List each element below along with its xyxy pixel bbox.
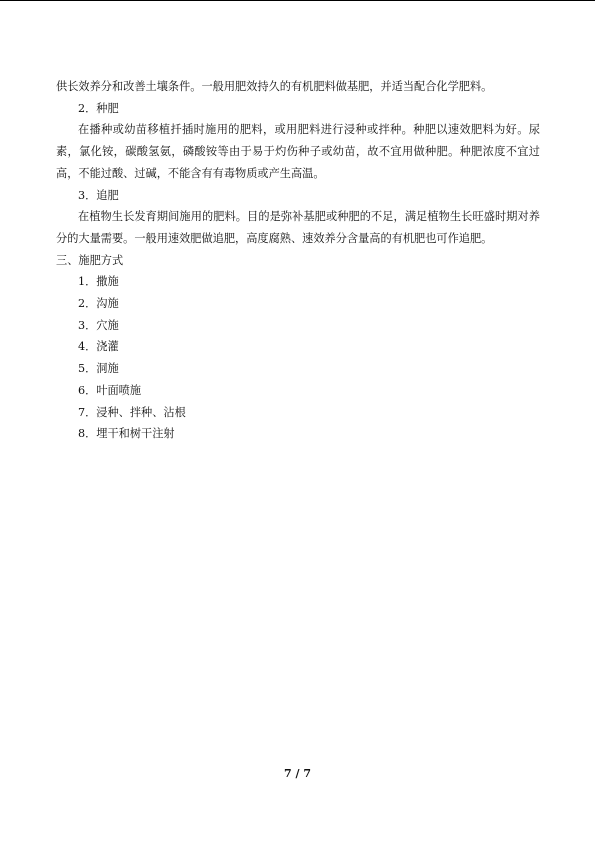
method-item: 2．沟施 xyxy=(78,297,119,311)
topdressing-heading: 3．追肥 xyxy=(78,188,119,202)
page-number: 7 / 7 xyxy=(284,767,311,780)
method-item: 5．洞施 xyxy=(78,362,119,376)
seed-fertilizer-heading: 2．种肥 xyxy=(78,101,119,115)
method-item: 6．叶面喷施 xyxy=(78,383,142,397)
method-list xyxy=(56,271,540,445)
method-item: 7．浸种、拌种、沾根 xyxy=(78,405,186,419)
topdressing-paragraph: 在植物生长发育期间施用的肥料。目的是弥补基肥或种肥的不足，满足植物生长旺盛时期对养分的大量需要。一般用速效肥做追肥，高度腐熟、速效养分含量高的有机肥也可作追肥。 xyxy=(56,210,540,245)
section-title: 三、施肥方式 xyxy=(56,253,124,267)
intro-line: 供长效养分和改善土壤条件。一般用肥效持久的有机肥料做基肥，并适当配合化学肥料。 xyxy=(56,80,493,93)
seed-fertilizer-paragraph: 在播种或幼苗移植扦插时施用的肥料，或用肥料进行浸种或拌种。种肥以速效肥料为好。尿素，氯化铵，碳酸氢氨，磷酸铵等由于易于灼伤种子或幼苗，故不宜用做种肥。种肥浓度不宜过高，不能过酸、过碱，不能含有有毒物质或产生高温。 xyxy=(56,123,540,180)
method-item: 8．埋干和树干注射 xyxy=(78,427,175,441)
page-body xyxy=(56,76,540,445)
header-rule xyxy=(0,0,595,1)
method-item: 1．撒施 xyxy=(78,275,119,289)
method-item: 4．浇灌 xyxy=(78,340,119,354)
method-item: 3．穴施 xyxy=(78,318,119,332)
